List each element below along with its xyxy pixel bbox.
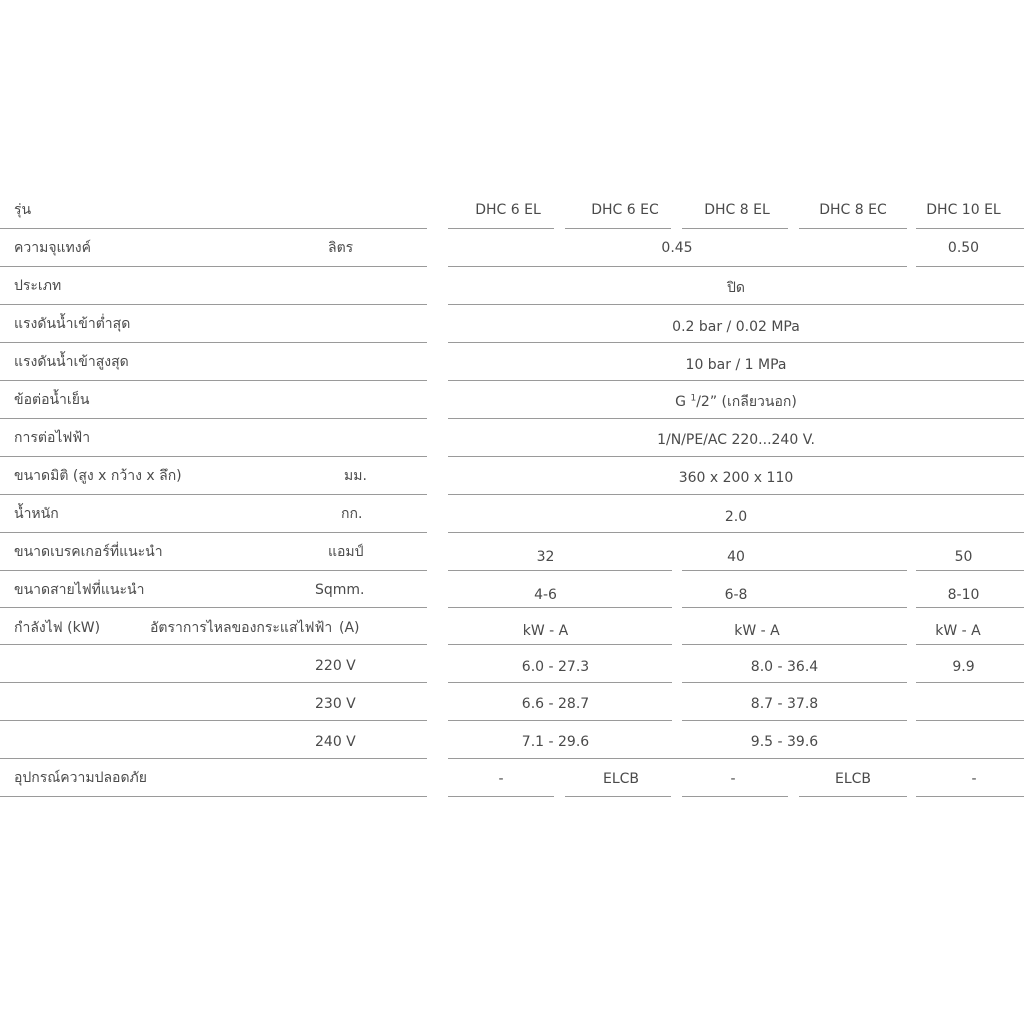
min-pressure-label: แรงดันน้ำเข้าต่ำสุด [14, 316, 131, 332]
electrical-value: 1/N/PE/AC 220...240 V. [657, 432, 815, 448]
electrical-label: การต่อไฟฟ้า [14, 430, 91, 446]
min-pressure-value: 0.2 bar / 0.02 MPa [672, 319, 800, 335]
col-divider [448, 494, 1024, 495]
voltage-label: 240 V [315, 734, 356, 750]
row-divider [0, 494, 427, 495]
col-divider [682, 796, 788, 797]
current-unit: (A) [339, 620, 360, 636]
col-divider [448, 720, 672, 721]
col-divider [916, 796, 1024, 797]
row-divider [0, 720, 427, 721]
row-divider [0, 682, 427, 683]
voltage-label: 220 V [315, 658, 356, 674]
row-divider [0, 380, 427, 381]
col-divider [682, 682, 907, 683]
breaker-value: 50 [954, 549, 973, 565]
col-divider [448, 796, 554, 797]
row-divider [0, 228, 427, 229]
breaker-label: ขนาดเบรคเกอร์ที่แนะนำ [14, 544, 163, 560]
breaker-value: 40 [727, 549, 745, 565]
col-divider [448, 607, 672, 608]
max-pressure-label: แรงดันน้ำเข้าสูงสุด [14, 354, 129, 370]
col-divider [682, 607, 907, 608]
breaker-unit: แอมป์ [328, 544, 364, 560]
weight-value: 2.0 [724, 509, 748, 525]
col-divider [682, 720, 907, 721]
col-divider [448, 644, 672, 645]
capacity-label: ความจุแทงค์ [14, 240, 91, 256]
weight-unit: กก. [341, 506, 363, 522]
cable-unit: Sqmm. [315, 582, 365, 598]
col-divider [916, 682, 1024, 683]
cold-connection-value: G $^1$/2” (เกลียวนอก) [675, 393, 797, 410]
col-divider [682, 228, 788, 229]
row-divider [0, 796, 427, 797]
safety-value: ELCB [602, 771, 640, 787]
safety-value: - [971, 771, 977, 787]
row-divider [0, 418, 427, 419]
safety-value: - [498, 771, 504, 787]
model-label: รุ่น [14, 202, 32, 218]
col-divider [916, 644, 1024, 645]
col-divider [448, 570, 672, 571]
safety-label: อุปกรณ์ความปลอดภัย [14, 770, 147, 786]
col-divider [448, 342, 1024, 343]
row-divider [0, 607, 427, 608]
cold-connection-label: ข้อต่อน้ำเย็น [14, 392, 90, 408]
capacity-value: 0.45 [661, 240, 693, 256]
safety-value: ELCB [834, 771, 872, 787]
col-divider [565, 796, 671, 797]
col-divider [565, 228, 671, 229]
voltage-label: 230 V [315, 696, 356, 712]
safety-value: - [730, 771, 736, 787]
row-divider [0, 532, 427, 533]
capacity-value: 0.50 [947, 240, 980, 256]
col-divider [916, 266, 1024, 267]
power-unit-header: kW - A [935, 623, 981, 639]
col-divider [916, 570, 1024, 571]
row-divider [0, 342, 427, 343]
power-value: 6.0 - 27.3 [521, 659, 590, 675]
col-divider [682, 570, 907, 571]
power-label: กำลังไฟ (kW) [14, 620, 101, 636]
row-divider [0, 304, 427, 305]
row-divider [0, 456, 427, 457]
col-divider [448, 758, 1024, 759]
current-flow-label: อัตราการไหลของกระแสไฟฟ้า [150, 620, 333, 636]
cable-value: 6-8 [724, 587, 748, 603]
col-divider [682, 644, 907, 645]
type-value: ปิด [727, 280, 745, 296]
capacity-unit: ลิตร [328, 240, 354, 256]
model-name: DHC 8 EL [704, 202, 770, 218]
power-value: 9.5 - 39.6 [750, 734, 819, 750]
col-divider [799, 796, 907, 797]
col-divider [448, 266, 907, 267]
dimensions-label: ขนาดมิติ (สูง x กว้าง x ลึก) [14, 468, 182, 484]
col-divider [916, 607, 1024, 608]
power-value: 7.1 - 29.6 [521, 734, 590, 750]
col-divider [448, 304, 1024, 305]
col-divider [448, 228, 554, 229]
col-divider [448, 532, 1024, 533]
model-name: DHC 6 EC [591, 202, 659, 218]
model-name: DHC 6 EL [475, 202, 541, 218]
col-divider [916, 720, 1024, 721]
col-divider [799, 228, 907, 229]
row-divider [0, 644, 427, 645]
cable-label: ขนาดสายไฟที่แนะนำ [14, 582, 145, 598]
power-value: 9.9 [952, 659, 975, 675]
cable-value: 4-6 [534, 587, 557, 603]
col-divider [448, 418, 1024, 419]
col-divider [448, 380, 1024, 381]
power-unit-header: kW - A [734, 623, 780, 639]
weight-label: น้ำหนัก [14, 506, 59, 522]
model-name: DHC 10 EL [926, 202, 1001, 218]
dimensions-unit: มม. [344, 468, 367, 484]
max-pressure-value: 10 bar / 1 MPa [685, 357, 787, 373]
breaker-value: 32 [536, 549, 555, 565]
col-divider [448, 456, 1024, 457]
model-name: DHC 8 EC [819, 202, 887, 218]
power-unit-header: kW - A [522, 623, 569, 639]
col-divider [448, 682, 672, 683]
power-value: 8.0 - 36.4 [750, 659, 819, 675]
row-divider [0, 570, 427, 571]
cable-value: 8-10 [947, 587, 980, 603]
col-divider [916, 228, 1024, 229]
dimensions-value: 360 x 200 x 110 [678, 470, 794, 486]
row-divider [0, 266, 427, 267]
power-value: 8.7 - 37.8 [750, 696, 819, 712]
type-label: ประเภท [14, 278, 62, 294]
row-divider [0, 758, 427, 759]
power-value: 6.6 - 28.7 [521, 696, 590, 712]
